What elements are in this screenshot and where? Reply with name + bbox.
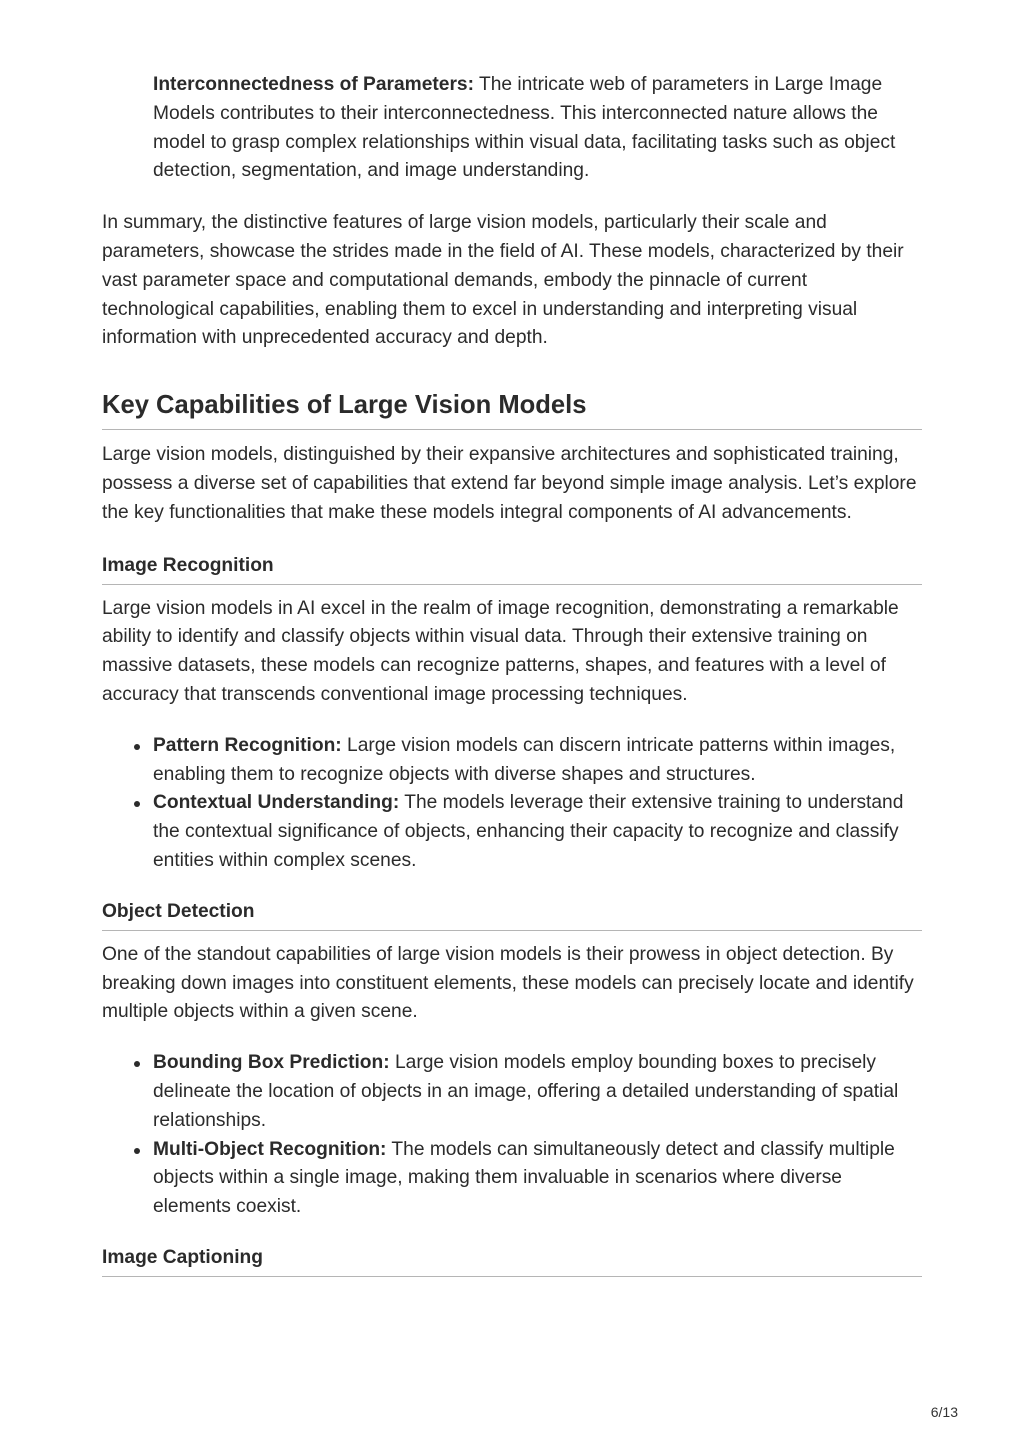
list-image-recognition bbox=[102, 732, 922, 876]
subsection-heading-object-detection: Object Detection bbox=[102, 898, 922, 931]
subsection-heading-image-captioning: Image Captioning bbox=[102, 1244, 922, 1277]
list-item-label: Multi-Object Recognition: bbox=[153, 1138, 387, 1160]
list-object-detection bbox=[102, 1049, 922, 1222]
intro-item-label: Interconnectedness of Parameters: bbox=[153, 74, 474, 95]
subsection-body-object-detection: One of the standout capabilities of large vision models is their prowess in object detection. By breaking down images into constituent elements, these models can precisely locate and identify multiple objects within a given scene. bbox=[102, 943, 914, 1023]
subsection-heading-image-recognition: Image Recognition bbox=[102, 552, 922, 585]
list-item-text: The models leverage their extensive training to understand the contextual significance of objects, enhancing their capacity to recognize and classify entities within complex scenes. bbox=[153, 792, 904, 871]
document-page bbox=[102, 71, 922, 1277]
list-item-text: Large vision models can discern intricate patterns within images, enabling them to recognize objects with diverse shapes and structures. bbox=[153, 734, 896, 785]
list-item bbox=[153, 789, 922, 875]
list-item-text: Large vision models employ bounding boxes to precisely delineate the location of objects in an image, offering a detailed understanding of spatial relationships. bbox=[153, 1052, 899, 1131]
list-item bbox=[153, 732, 922, 790]
intro-item-text: The intricate web of parameters in Large Image Models contributes to their interconnectedness. This interconnected nature allows the model to grasp complex relationships within visual data, facilitating tasks such as object detection, segmentation, and image understanding. bbox=[153, 74, 896, 182]
list-item bbox=[153, 1049, 922, 1135]
list-item bbox=[153, 1136, 922, 1222]
list-item-label: Bounding Box Prediction: bbox=[153, 1052, 390, 1074]
list-item-label: Contextual Understanding: bbox=[153, 792, 400, 814]
list-item-text: The models can simultaneously detect and classify multiple objects within a single image, making them invaluable in scenarios where diverse elements coexist. bbox=[153, 1138, 895, 1218]
list-item-label: Pattern Recognition: bbox=[153, 734, 342, 756]
summary-paragraph: In summary, the distinctive features of large vision models, particularly their scale and parameters, showcase the strides made in the field of AI. These models, characterized by their vast parameter space and computational demands, embody the pinnacle of current technological capabilities, enabling them to excel in understanding and interpreting visual information with unprecedented accuracy and depth. bbox=[102, 212, 904, 349]
section-heading: Key Capabilities of Large Vision Models bbox=[102, 387, 922, 430]
intro-item bbox=[153, 71, 922, 186]
section-intro: Large vision models, distinguished by their expansive architectures and sophisticated training, possess a diverse set of capabilities that extend far beyond simple image analysis. Let’s explore the key functionalities that make these models integral components of AI advancements. bbox=[102, 444, 917, 523]
page-number: 6/13 bbox=[930, 1404, 958, 1420]
subsection-body-image-recognition: Large vision models in AI excel in the realm of image recognition, demonstrating a remarkable ability to identify and classify objects within visual data. Through their extensive training on massive datasets, these models can recognize patterns, shapes, and features with a level of accuracy that transcends conventional image processing techniques. bbox=[102, 597, 899, 705]
